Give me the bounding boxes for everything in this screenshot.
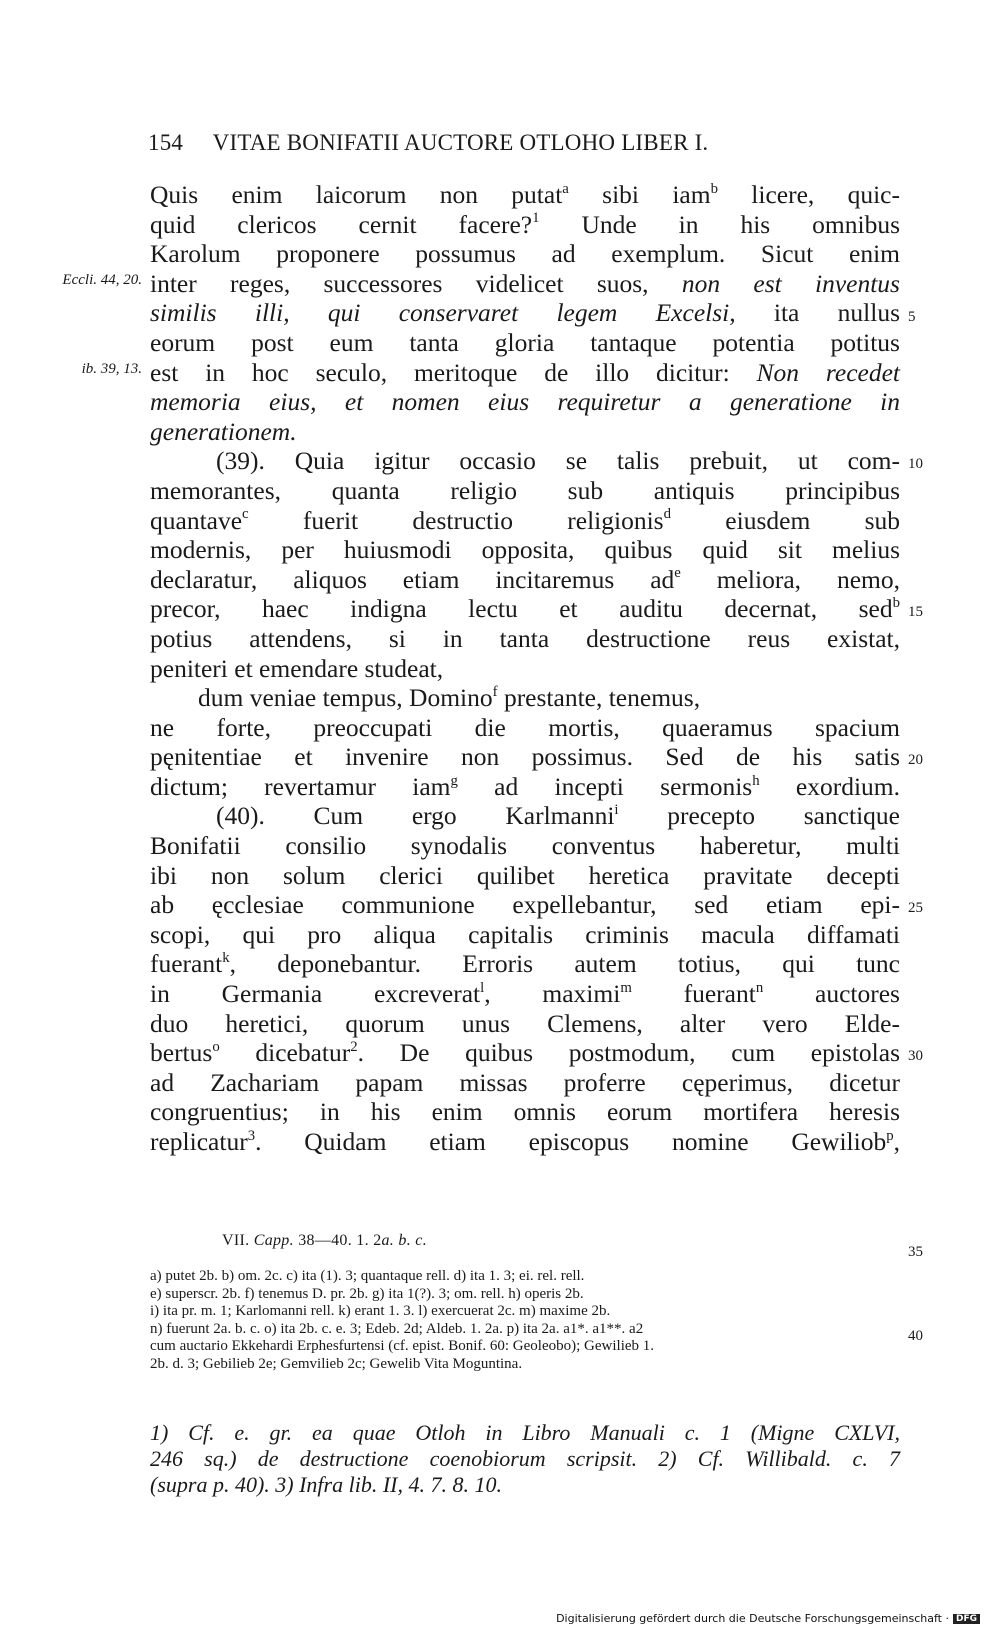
apparatus-line: e) superscr. 2b. f) tenemus D. pr. 2b. g) ita 1(?). 3; om. rell. h) operis 2b. xyxy=(150,1285,584,1302)
line-number: 5 xyxy=(908,309,916,325)
text-line: potius attendens, si in tanta destructione reus existat, xyxy=(150,623,900,653)
apparatus-line: 2b. d. 3; Gebilieb 2e; Gemvilieb 2c; Gewelib Vita Moguntina. xyxy=(150,1355,523,1372)
main-text xyxy=(150,180,900,1157)
line-number: 35 xyxy=(908,1244,923,1260)
text-line: duo heretici, quorum unus Clemens, alter vero Elde- xyxy=(150,1008,900,1038)
text-line: modernis, per huiusmodi opposita, quibus quid sit melius xyxy=(150,535,900,565)
text-line: (40). Cum ergo Karlmanni$^i$ precepto sanctique xyxy=(216,801,900,831)
text-line: inter reges, successores videlicet suos, non est inventus xyxy=(150,268,900,298)
text-line: bertus$^o$ dicebatur$^2$. De quibus postmodum, cum epistolas xyxy=(150,1038,900,1068)
footnotes xyxy=(150,1420,900,1498)
text-line: ne forte, preoccupati die mortis, quaeramus spacium xyxy=(150,712,900,742)
text-line: generationem. xyxy=(150,416,297,446)
line-number: 15 xyxy=(908,604,923,620)
text-line: memorantes, quanta religio sub antiquis principibus xyxy=(150,475,900,505)
text-line: in Germania excreverat$^l$, maximi$^m$ fuerant$^n$ auctores xyxy=(150,979,900,1009)
apparatus-line: cum auctario Ekkehardi Erphesfurtensi (cf. epist. Bonif. 60: Geoleobo); Gewilieb 1. xyxy=(150,1338,655,1354)
text-line: ab ęcclesiae communione expellebantur, sed etiam epi- xyxy=(150,890,900,920)
text-line: dictum; revertamur iam$^g$ ad incepti sermonis$^h$ exordium. xyxy=(150,771,900,801)
text-line: fuerant$^k$, deponebantur. Erroris autem totius, qui tunc xyxy=(150,949,900,979)
text-line: ibi non solum clerici quilibet heretica pravitate decepti xyxy=(150,860,900,890)
marginal-citation: ib. 39, 13. xyxy=(81,361,142,377)
line-number: 10 xyxy=(908,456,923,472)
page-number: 154 xyxy=(148,130,184,155)
text-line: congruentius; in his enim omnis eorum mortifera heresis xyxy=(150,1097,900,1127)
text-line: ad Zachariam papam missas proferre cęperimus, dicetur xyxy=(150,1067,900,1097)
text-line: precor, haec indigna lectu et auditu decernat, sed$^b$ xyxy=(150,594,900,624)
text-line: (39). Quia igitur occasio se talis prebuit, ut com- xyxy=(216,446,900,476)
line-number: 25 xyxy=(908,900,923,916)
critical-apparatus xyxy=(150,1268,900,1373)
line-number: 30 xyxy=(908,1048,923,1064)
text-line: scopi, qui pro aliqua capitalis criminis macula diffamati xyxy=(150,919,900,949)
text-line: pęnitentiae et invenire non possimus. Sed de his satis xyxy=(150,742,900,772)
apparatus-line: n) fuerunt 2a. b. c. o) ita 2b. c. e. 3; Edeb. 2d; Aldeb. 1. 2a. p) ita 2a. a1*. a1**. a2 xyxy=(150,1320,644,1337)
apparatus-line: i) ita pr. m. 1; Karlomanni rell. k) erant 1. 3. l) exercuerat 2c. m) maxime 2b. xyxy=(150,1303,611,1319)
running-header xyxy=(148,130,908,156)
digitization-credit: Digitalisierung gefördert durch die Deutsche Forschungsgemeinschaft · DFG xyxy=(556,1612,980,1625)
text-line: est in hoc seculo, meritoque de illo dicitur: Non recedet xyxy=(150,357,901,387)
marginal-citation: Eccli. 44, 20. xyxy=(62,272,142,288)
line-number: 40 xyxy=(908,1328,923,1344)
text-line: Karolum proponere possumus ad exemplum. Sicut enim xyxy=(150,239,900,269)
footnote-line: (supra p. 40). 3) Infra lib. II, 4. 7. 8. 10. xyxy=(150,1472,502,1497)
text-line: quantave$^c$ fuerit destructio religionis$^d$ eiusdem sub xyxy=(150,505,900,535)
text-line: memoria eius, et nomen eius requiretur a generatione in xyxy=(150,387,900,417)
text-line: declaratur, aliquos etiam incitaremus $ad^e$ meliora, nemo, xyxy=(150,564,900,594)
text-line: peniteri et emendare studeat, xyxy=(150,653,444,683)
running-title: VITAE BONIFATII AUCTORE OTLOHO LIBER I. xyxy=(212,130,709,155)
line-number: 20 xyxy=(908,752,923,768)
footnote-line: 246 sq.) de destructione coenobiorum scripsit. 2) Cf. Willibald. c. 7 xyxy=(150,1446,900,1471)
apparatus-line: a) putet 2b. b) om. 2c. c) ita (1). 3; quantaque rell. d) ita 1. 3; ei. rel. rell. xyxy=(150,1268,585,1284)
text-line: Bonifatii consilio synodalis conventus haberetur, multi xyxy=(150,831,900,861)
source-line: VII. Capp. 38—40. 1. 2a. b. c. xyxy=(222,1232,428,1249)
text-line: quid clericos cernit facere?$^1$ Unde in his omnibus xyxy=(150,209,901,239)
text-line: dum veniae tempus, Domino$^f$ prestante, tenemus, xyxy=(198,683,701,713)
text-line: Quis enim laicorum non putat$^a$ sibi iam$^b$ licere, quic- xyxy=(150,180,900,209)
text-line: replicatur$^3$. Quidam etiam episcopus nomine Gewiliob$^p$, xyxy=(150,1127,900,1156)
text-line: eorum post eum tanta gloria tantaque potentia potitus xyxy=(150,327,900,357)
text-line: similis illi, qui conservaret legem Excelsi, ita nullus xyxy=(150,298,900,328)
dfg-logo-icon: DFG xyxy=(953,1614,980,1624)
footnote-line: 1) Cf. e. gr. ea quae Otloh in Libro Manuali c. 1 (Migne CXLVI, xyxy=(150,1420,900,1445)
